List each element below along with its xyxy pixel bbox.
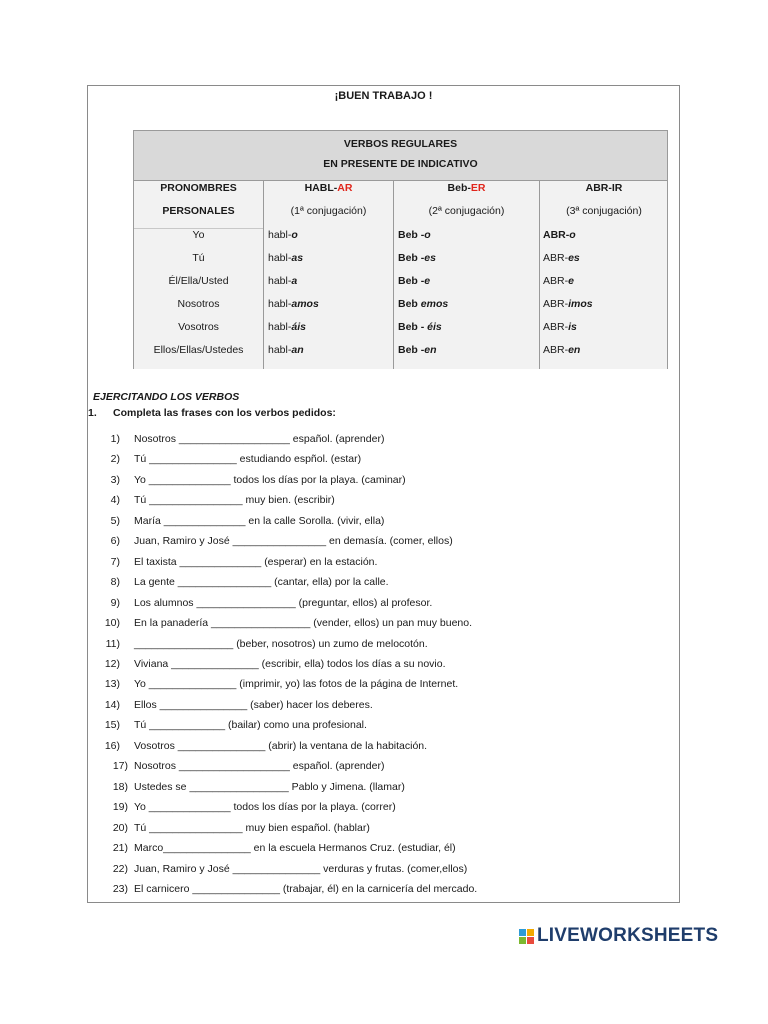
exercise-item-number: 13) — [104, 678, 120, 691]
col-header-er-sub: (2ª conjugación) — [428, 205, 505, 217]
verb-ending: es — [568, 252, 580, 264]
logo-square — [527, 929, 534, 936]
conjugation-er-cell — [398, 275, 430, 287]
col-header-ir: ABR-IR — [585, 182, 623, 194]
verb-stem: ABR- — [543, 321, 569, 333]
verb-stem: Beb - — [398, 344, 425, 356]
verb-stem: habl- — [268, 321, 292, 333]
logo-square — [519, 937, 526, 944]
exercise-item-text: El carnicero _______________ (trabajar, él) en la carnicería del mercado. — [134, 882, 478, 895]
conjugation-ir-cell — [543, 229, 576, 241]
verb-stem: ABR- — [543, 344, 569, 356]
col-header-ar-sub: (1ª conjugación) — [290, 205, 367, 217]
exercise-item-number: 9) — [110, 596, 120, 609]
conjugation-ar-cell — [268, 275, 297, 287]
logo-square — [519, 929, 526, 936]
verb-table — [133, 130, 668, 369]
liveworksheets-logo-icon — [519, 929, 534, 944]
verb-stem: ABR- — [543, 275, 569, 287]
conjugation-er-cell — [398, 229, 431, 241]
verb-table-body — [134, 181, 667, 369]
pronoun-cell: Ellos/Ellas/Ustedes — [153, 344, 244, 356]
worksheet-title: ¡BUEN TRABAJO ! — [334, 90, 433, 102]
verb-stem: habl- — [268, 229, 292, 241]
verb-ending: an — [291, 344, 304, 356]
verb-ending: áis — [291, 321, 306, 333]
exercise-item-number: 22) — [112, 862, 128, 875]
verb-ending: o — [569, 229, 576, 241]
verb-ending: es — [424, 252, 436, 264]
col-header-er — [394, 182, 539, 194]
verb-stem: Beb - — [398, 229, 425, 241]
exercise-item-text: Yo ______________ todos los días por la playa. (caminar) — [134, 473, 406, 486]
verb-ending: is — [568, 321, 577, 333]
exercise-item-number: 12) — [104, 658, 120, 670]
verb-stem: habl- — [268, 344, 292, 356]
pronoun-cell: Yo — [192, 229, 205, 241]
conjugation-er-cell — [398, 321, 442, 333]
verb-stem: ABR- — [543, 298, 569, 310]
exercise-item-number: 3) — [110, 473, 120, 486]
verb-stem: ABR- — [543, 229, 570, 241]
exercise-item-number: 15) — [104, 719, 120, 732]
exercise-heading: EJERCITANDO LOS VERBOS — [93, 391, 240, 403]
col-header-pronouns-1: PRONOMBRES — [160, 182, 237, 194]
conjugation-er-cell — [398, 298, 448, 310]
exercise-item-number: 18) — [112, 780, 128, 793]
col-header-ar-ending: AR — [337, 182, 353, 194]
verb-stem: Beb - — [398, 275, 425, 287]
exercise-item-number: 4) — [110, 494, 120, 507]
exercise-item-text: Ellos _______________ (saber) hacer los deberes. — [134, 698, 373, 711]
verb-table-header-line1: VERBOS REGULARES — [343, 138, 458, 150]
exercise-item-number: 11) — [105, 637, 120, 650]
conjugation-ir-cell — [543, 298, 593, 310]
worksheet — [87, 85, 680, 903]
exercise-item-text: María ______________ en la calle Sorolla. (vivir, ella) — [134, 514, 385, 527]
pronoun-cell: Nosotros — [177, 298, 220, 310]
conjugation-ar-cell — [268, 229, 298, 241]
col-header-er-ending: ER — [470, 182, 486, 194]
exercise-item-number: 8) — [110, 576, 120, 589]
conjugation-ir-cell — [543, 321, 577, 333]
exercise-item-text: Vosotros _______________ (abrir) la ventana de la habitación. — [134, 739, 428, 752]
exercise-item-number: 16) — [104, 739, 120, 752]
verb-ending: amos — [291, 298, 319, 310]
conjugation-ar-cell — [268, 252, 303, 264]
instruction-number: 1. — [88, 407, 97, 419]
exercise-item-text: Los alumnos _________________ (preguntar, ellos) al profesor. — [134, 596, 433, 609]
exercise-item-number: 2) — [110, 453, 120, 466]
verb-ending: as — [291, 252, 304, 264]
conjugation-ir-cell — [543, 252, 580, 264]
conjugation-ar-cell — [268, 298, 319, 310]
verb-stem: habl- — [268, 298, 292, 310]
exercise-item-number: 19) — [112, 801, 128, 814]
verb-stem: Beb — [398, 298, 421, 310]
exercise-item-text: Juan, Ramiro y José _______________ verduras y frutas. (comer,ellos) — [134, 862, 468, 875]
verb-ending: en — [424, 344, 437, 356]
exercise-item-number: 17) — [112, 760, 128, 773]
conjugation-ar-cell — [268, 344, 304, 356]
conjugation-er-cell — [398, 252, 436, 264]
instruction-text: Completa las frases con los verbos pedidos: — [113, 407, 336, 419]
exercise-item-number: 23) — [112, 882, 128, 895]
exercise-item-number: 7) — [110, 555, 120, 568]
conjugation-ir-cell — [543, 344, 580, 356]
exercise-item-text: Yo ______________ todos los días por la playa. (correr) — [134, 801, 396, 814]
exercise-item-text: _________________ (beber, nosotros) un zumo de melocotón. — [134, 637, 428, 650]
verb-ending: o — [291, 229, 298, 241]
exercise-item-text: Tú _____________ (bailar) como una profesional. — [134, 719, 367, 732]
pronoun-cell: Él/Ella/Usted — [168, 275, 229, 287]
exercise-item-text: La gente ________________ (cantar, ella) por la calle. — [134, 576, 389, 589]
exercise-item-text: Tú ________________ muy bien. (escribir) — [134, 494, 335, 507]
logo-square — [527, 937, 534, 944]
verb-ending: en — [568, 344, 581, 356]
exercise-item-text: Nosotros ___________________ español. (aprender) — [134, 433, 385, 445]
exercise-item-number: 21) — [112, 842, 128, 854]
exercise-item-text: En la panadería _________________ (vender, ellos) un pan muy bueno. — [134, 617, 473, 629]
col-header-er-stem: Beb- — [447, 182, 471, 194]
exercise-item-text: Yo _______________ (imprimir, yo) las fotos de la página de Internet. — [134, 678, 459, 691]
verb-stem: ABR- — [543, 252, 569, 264]
exercise-item-number: 20) — [112, 821, 128, 834]
verb-stem: Beb - — [398, 252, 425, 264]
verb-table-header-line2: EN PRESENTE DE INDICATIVO — [323, 158, 478, 170]
verb-ending: o — [424, 229, 431, 241]
verb-ending: e — [424, 275, 431, 287]
exercise-item-text: Juan, Ramiro y José ________________ en demasía. (comer, ellos) — [134, 535, 453, 548]
verb-ending: imos — [568, 298, 593, 310]
exercise-item-text: Tú ________________ muy bien español. (hablar) — [134, 821, 370, 834]
exercise-item-text: Ustedes se _________________ Pablo y Jimena. (llamar) — [134, 780, 405, 793]
verb-ending: a — [291, 275, 298, 287]
exercise-item-number: 10) — [104, 617, 120, 629]
exercise-item-number: 5) — [110, 514, 120, 527]
col-header-ir-sub: (3ª conjugación) — [566, 205, 642, 217]
exercise-item-text: Nosotros ___________________ español. (aprender) — [134, 760, 385, 773]
exercise-item-number: 1) — [110, 433, 120, 445]
exercise-item-text: Marco_______________ en la escuela Hermanos Cruz. (estudiar, él) — [134, 842, 456, 854]
conjugation-ir-cell — [543, 275, 574, 287]
exercise-item-text: El taxista ______________ (esperar) en la estación. — [134, 555, 378, 568]
verb-ending: e — [568, 275, 574, 287]
exercise-item-number: 14) — [104, 698, 120, 711]
verb-stem: habl- — [268, 275, 292, 287]
verb-table-header — [134, 131, 667, 181]
pronoun-cell: Tú — [192, 252, 205, 264]
pronoun-cell: Vosotros — [178, 321, 219, 333]
col-header-ar — [264, 182, 393, 194]
conjugation-ar-cell — [268, 321, 306, 333]
verb-ending: éis — [427, 321, 442, 333]
conjugation-er-cell — [398, 344, 437, 356]
verb-stem: Beb - — [398, 321, 428, 333]
col-header-pronouns-2: PERSONALES — [162, 205, 235, 217]
liveworksheets-logo-text: LIVEWORKSHEETS — [537, 925, 719, 946]
exercise-item-text: Tú _______________ estudiando espñol. (estar) — [134, 453, 362, 466]
exercise-item-number: 6) — [110, 535, 120, 548]
verb-ending: emos — [420, 298, 449, 310]
col-header-ar-stem: HABL- — [304, 182, 338, 194]
liveworksheets-logo — [519, 925, 718, 947]
verb-stem: habl- — [268, 252, 292, 264]
exercise-item-text: Viviana _______________ (escribir, ella) todos los días a su novio. — [134, 658, 446, 670]
